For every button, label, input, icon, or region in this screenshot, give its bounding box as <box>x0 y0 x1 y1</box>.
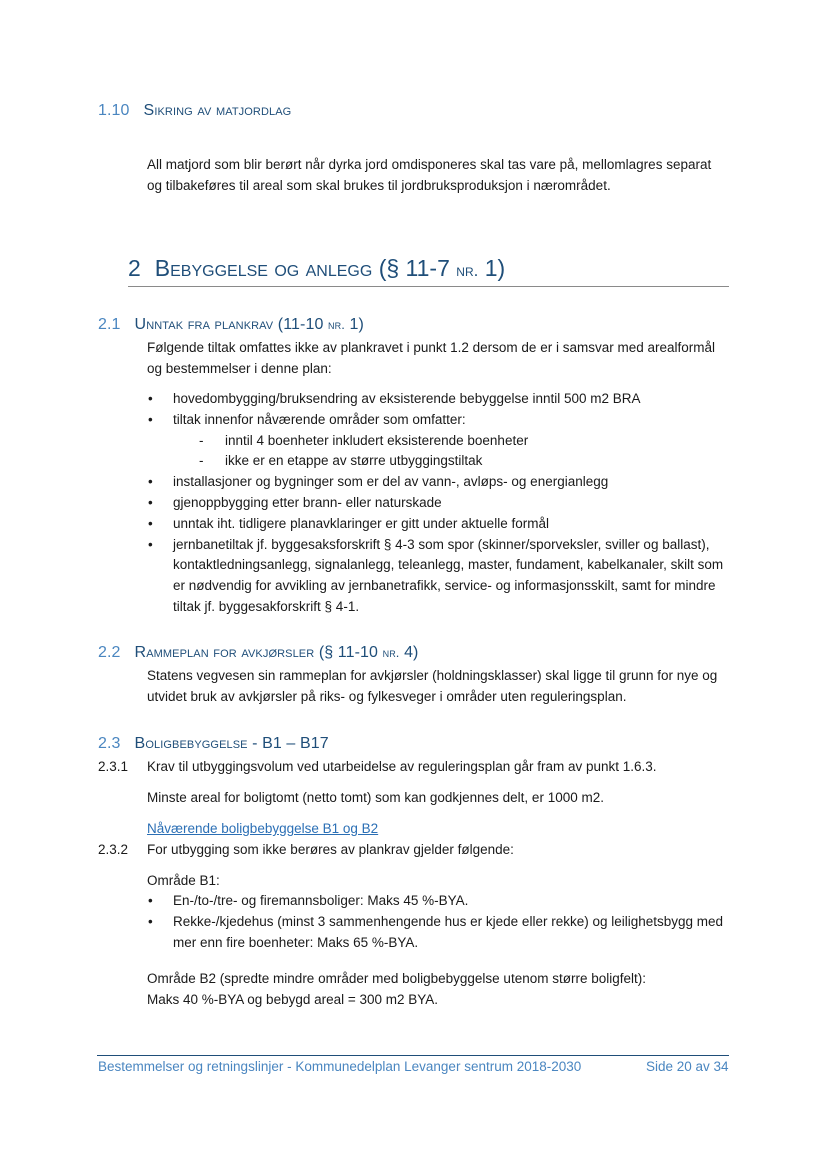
area-b2-label: Område B2 (spredte mindre områder med boligbebyggelse utenom større boligfelt): <box>147 971 646 986</box>
page-number: Side 20 av 34 <box>646 1059 729 1074</box>
list-item: • Rekke-/kjedehus (minst 3 sammenhengende hus er kjede eller rekke) og leilighetsbygg med mer enn fire boenheter: Maks 65 %-BYA. <box>148 913 724 950</box>
section-number: 2.3 <box>98 735 121 752</box>
section-1-10-body: All matjord som blir berørt når dyrka jord omdisponeres skal tas vare på, mellomlagres separat og tilbakeføres til areal som skal brukes til jordbruksproduksjon i nærområdet. <box>147 157 712 193</box>
section-end: 4) <box>404 644 419 661</box>
chapter-end: 1) <box>484 255 506 281</box>
subheading-link[interactable]: Nåværende boligbebyggelse B1 og B2 <box>147 821 379 836</box>
section-2-1-intro: Følgende tiltak omfattes ikke av plankravet i punkt 1.2 dersom de er i samsvar med arealformål og bestemmelser i denne plan: <box>147 340 715 376</box>
paragraph-text: Krav til utbyggingsvolum ved utarbeidelse av reguleringsplan går fram av punkt 1.6.3. <box>147 759 657 774</box>
paragraph-number: 2.3.1 <box>98 759 129 774</box>
section-number: 2.2 <box>98 644 121 661</box>
section-ref: (§ 11-10 <box>318 644 379 661</box>
sub-list-item: - ikke er en etappe av større utbyggingstiltak <box>199 453 483 469</box>
section-number: 1.10 <box>98 102 130 119</box>
section-title: Sikring av matjordlag <box>143 102 292 119</box>
section-2-2-body: Statens vegvesen sin rammeplan for avkjørsler (holdningsklasser) skal ligge til grunn for nye og utvidet bruk av avkjørsler på riks- og fylkesveger i områder uten reguleringsplan. <box>147 668 718 704</box>
footer-title: Bestemmelser og retningslinjer - Kommunedelplan Levanger sentrum 2018-2030 <box>98 1059 582 1074</box>
section-1-10-heading <box>98 102 291 120</box>
section-2-1-list <box>147 389 727 618</box>
paragraph-text: For utbygging som ikke berøres av plankrav gjelder følgende: <box>147 842 514 857</box>
section-2-1-heading <box>98 316 364 334</box>
section-end: - B1 – B17 <box>252 735 329 752</box>
area-b2-text: Maks 40 %-BYA og bebygd areal = 300 m2 BYA. <box>147 992 439 1007</box>
area-b1-list <box>147 891 727 953</box>
list-item: • En-/to-/tre- og firemannsboliger: Maks 45 %-BYA. <box>148 893 469 908</box>
paragraph-text: Minste areal for boligtomt (netto tomt) som kan godkjennes delt, er 1000 m2. <box>147 790 604 805</box>
section-end: 1) <box>349 316 364 333</box>
section-number: 2.1 <box>98 316 121 333</box>
section-title: Boligbebyggelse <box>134 735 248 752</box>
sub-list-item: - inntil 4 boenheter inkludert eksisterende boenheter <box>199 432 529 448</box>
chapter-title: Bebyggelse og anlegg <box>154 255 373 281</box>
list-item: • unntak iht. tidligere planavklaringer er gitt under aktuelle formål <box>148 515 549 531</box>
paragraph-number: 2.3.2 <box>98 842 129 857</box>
area-b1-label: Område B1: <box>147 873 220 888</box>
list-item: • jernbanetiltak jf. byggesaksforskrift § 4-3 som spor (skinner/sporveksler, sviller og ballast), kontaktledningsanlegg, signalanlegg, teleanlegg, master, fundament, kabelkanaler, skilt som er nødvendig for avvikling av jernbanetrafikk, service- og informasjonsskilt, samt for mindre tiltak jf. byggesakforskrift § 4-1. <box>148 536 724 614</box>
chapter-nr: nr. <box>456 261 479 280</box>
section-title: Rammeplan for avkjørsler <box>134 644 315 661</box>
footer-divider <box>97 1055 729 1056</box>
section-nr: nr. <box>328 317 345 332</box>
section-ref: (11-10 <box>277 316 324 333</box>
section-2-2-heading <box>98 644 419 662</box>
section-nr: nr. <box>382 645 400 660</box>
chapter-number: 2 <box>128 255 141 281</box>
list-item: • hovedombygging/bruksendring av eksisterende bebyggelse inntil 500 m2 BRA <box>148 391 641 406</box>
chapter-2-heading <box>128 255 505 282</box>
chapter-ref: (§ 11-7 <box>378 255 450 281</box>
chapter-divider <box>128 286 729 287</box>
section-title: Unntak fra plankrav <box>134 316 274 333</box>
list-item: • tiltak innenfor nåværende områder som omfatter: <box>148 411 466 427</box>
section-2-3-heading <box>98 735 329 753</box>
list-item: • installasjoner og bygninger som er del av vann-, avløps- og energianlegg <box>148 474 609 490</box>
list-item: • gjenoppbygging etter brann- eller naturskade <box>148 494 442 510</box>
